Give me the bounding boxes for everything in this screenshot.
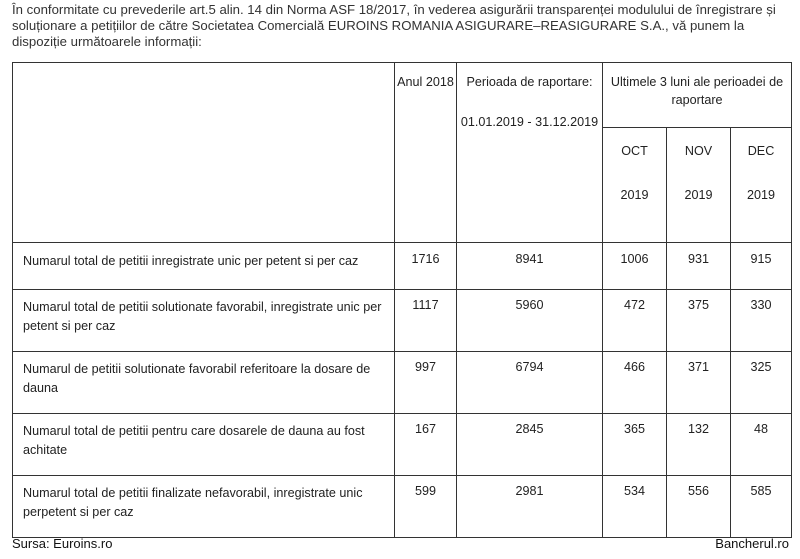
month-year: 2019 (620, 188, 649, 202)
cell-anul: 1117 (395, 290, 457, 352)
cell-nov: 371 (667, 352, 731, 414)
cell-dec: 585 (731, 476, 792, 538)
cell-anul: 997 (395, 352, 457, 414)
header-month-oct (603, 128, 667, 243)
cell-anul: 167 (395, 414, 457, 476)
cell-nov: 132 (667, 414, 731, 476)
cell-perioada: 6794 (457, 352, 603, 414)
row-label: Numarul total de petitii inregistrate unic per petent si per caz (13, 243, 395, 290)
table-row (13, 476, 792, 538)
month-year: 2019 (684, 188, 713, 202)
cell-oct: 1006 (603, 243, 667, 290)
header-month-dec (731, 128, 792, 243)
header-perioada-dates: 01.01.2019 - 31.12.2019 (460, 115, 599, 129)
table-row (13, 352, 792, 414)
row-label: Numarul de petitii solutionate favorabil referitoare la dosare de dauna (13, 352, 395, 414)
month-name: NOV (684, 144, 713, 158)
table-row (13, 243, 792, 290)
cell-anul: 1716 (395, 243, 457, 290)
cell-anul: 599 (395, 476, 457, 538)
cell-dec: 915 (731, 243, 792, 290)
month-name: OCT (621, 144, 648, 158)
row-label: Numarul total de petitii finalizate nefavorabil, inregistrate unic perpetent si per caz (13, 476, 395, 538)
header-empty-cell (13, 63, 395, 243)
cell-dec: 48 (731, 414, 792, 476)
cell-dec: 330 (731, 290, 792, 352)
header-perioada (457, 63, 603, 243)
month-name: DEC (747, 144, 775, 158)
cell-perioada: 2845 (457, 414, 603, 476)
header-perioada-label: Perioada de raportare: (466, 75, 593, 89)
cell-perioada: 2981 (457, 476, 603, 538)
cell-perioada: 5960 (457, 290, 603, 352)
table-row (13, 414, 792, 476)
cell-nov: 556 (667, 476, 731, 538)
row-label: Numarul total de petitii pentru care dosarele de dauna au fost achitate (13, 414, 395, 476)
cell-perioada: 8941 (457, 243, 603, 290)
petitions-table (12, 62, 792, 538)
intro-paragraph: În conformitate cu prevederile art.5 alin. 14 din Norma ASF 18/2017, în vederea asigurării transparenței modulului de înregistrare și soluționare a petițiilor de către Societatea Comercială EUROINS ROMANIA ASIGURARE–REASIGURARE S.A., vă punem la dispoziție următoarele informații: (12, 2, 776, 49)
source-caption: Sursa: Euroins.ro (12, 536, 113, 551)
cell-dec: 325 (731, 352, 792, 414)
cell-nov: 931 (667, 243, 731, 290)
header-month-nov (667, 128, 731, 243)
cell-oct: 466 (603, 352, 667, 414)
cell-oct: 472 (603, 290, 667, 352)
month-year: 2019 (746, 188, 776, 202)
table-row (13, 290, 792, 352)
brand-caption: Bancherul.ro (715, 536, 789, 551)
header-anul: Anul 2018 (395, 63, 457, 243)
cell-oct: 534 (603, 476, 667, 538)
cell-nov: 375 (667, 290, 731, 352)
header-ultimele: Ultimele 3 luni ale perioadei de raportare (603, 63, 792, 128)
row-label: Numarul total de petitii solutionate favorabil, inregistrate unic per petent si per caz (13, 290, 395, 352)
cell-oct: 365 (603, 414, 667, 476)
